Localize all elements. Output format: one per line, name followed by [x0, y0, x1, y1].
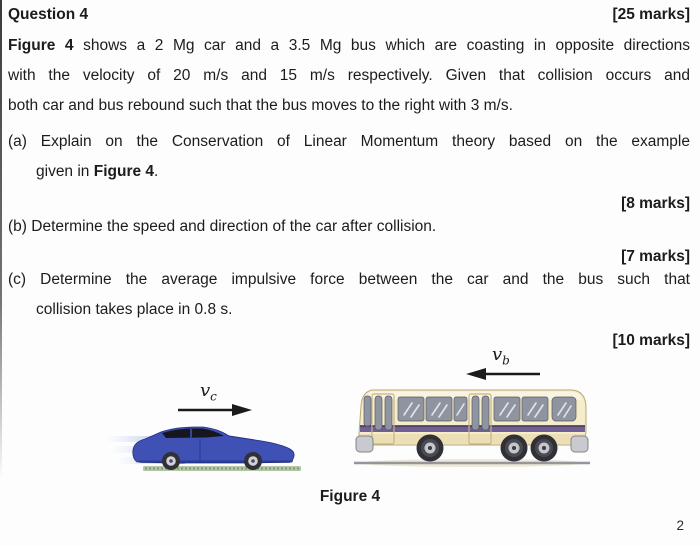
- part-a-marks: [8 marks]: [621, 195, 690, 212]
- question-header: [8, 6, 690, 24]
- part-b-marks: [7 marks]: [621, 248, 690, 265]
- car-velocity-arrow-icon: [176, 402, 254, 418]
- part-a-line-1: (a) Explain on the Conservation of Linear Momentum theory based on the example: [8, 133, 690, 150]
- bus-velocity-arrow-icon: [464, 366, 542, 382]
- figure-caption: Figure 4: [319, 488, 381, 505]
- car-illustration: [103, 417, 303, 475]
- bus-velocity-label: [492, 344, 510, 368]
- part-a-line-2-pre: given in: [36, 163, 94, 180]
- part-c-marks: [10 marks]: [612, 332, 690, 349]
- intro-line-1: [8, 36, 690, 55]
- intro-line-1-text: shows a 2 Mg car and a 3.5 Mg bus which are coasting in opposite directions: [73, 37, 690, 54]
- car-velocity-subscript: c: [210, 389, 217, 404]
- intro-line-3: both car and bus rebound such that the bus moves to the right with 3 m/s.: [8, 97, 513, 114]
- question-title: Question 4: [8, 6, 89, 23]
- part-b-line-1: (b) Determine the speed and direction of the car after collision.: [8, 218, 437, 235]
- figure-ref-bold-2: Figure 4: [93, 163, 155, 180]
- part-c-line-2: collision takes place in 0.8 s.: [36, 301, 233, 318]
- bus-velocity-subscript: b: [502, 353, 510, 368]
- part-a-line-2-post: .: [154, 163, 159, 180]
- car-velocity-label: [200, 380, 217, 404]
- intro-line-2: with the velocity of 20 m/s and 15 m/s respectively. Given that collision occurs and: [8, 67, 690, 84]
- bus-illustration: [352, 382, 592, 472]
- bus-velocity-symbol: v: [492, 344, 503, 365]
- part-c-line-1: (c) Determine the average impulsive force between the car and the bus such that: [8, 271, 690, 288]
- page-number: 2: [676, 518, 684, 533]
- scan-edge-artifact: [0, 0, 2, 546]
- question-total-marks: [25 marks]: [612, 6, 690, 23]
- part-a-line-2: [8, 162, 690, 181]
- car-velocity-symbol: v: [200, 380, 211, 401]
- figure-ref-bold: Figure 4: [8, 37, 74, 54]
